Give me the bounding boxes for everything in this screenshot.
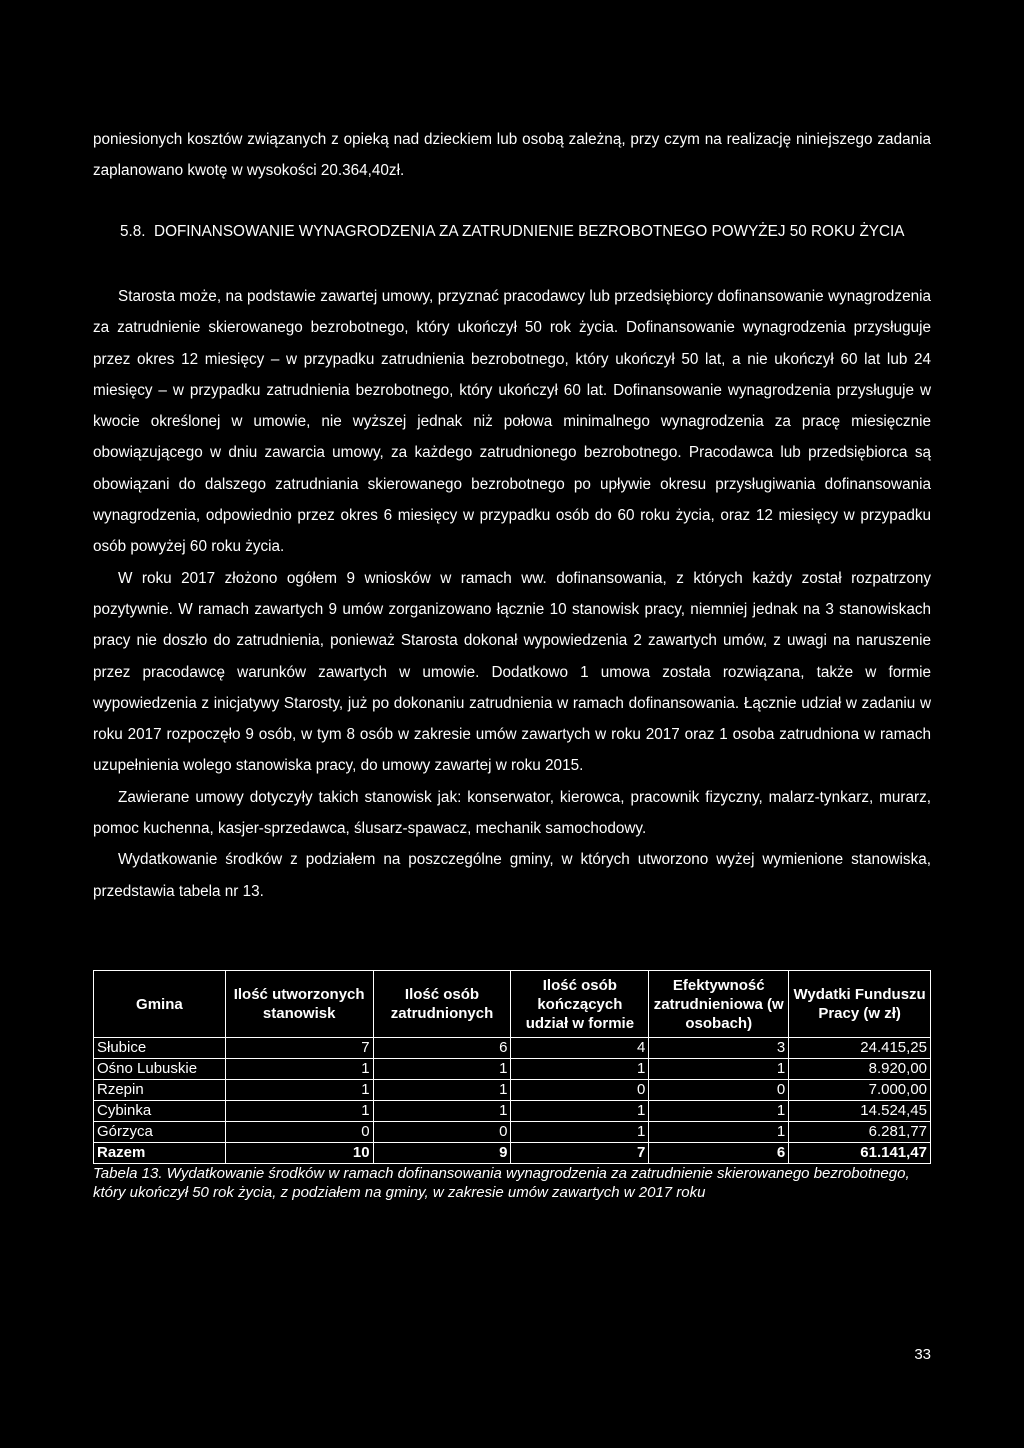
table-cell: Górzyca: [94, 1122, 226, 1143]
table-cell: 61.141,47: [789, 1143, 931, 1164]
table-cell: 7: [511, 1143, 649, 1164]
paragraph: Zawierane umowy dotyczyły takich stanowisk jak: konserwator, kierowca, pracownik fizyczny, malarz-tynkarz, murarz, pomoc kuchenna, kasjer-sprzedawca, ślusarz-spawacz, mechanik samochodowy.: [93, 788, 931, 838]
page-number: 33: [914, 1346, 931, 1363]
table-cell: 1: [511, 1059, 649, 1080]
table-cell: 1: [225, 1080, 373, 1101]
section-body: [93, 281, 931, 907]
table-cell: 1: [373, 1101, 511, 1122]
table-cell: 7.000,00: [789, 1080, 931, 1101]
column-header: Ilość osób zatrudnionych: [373, 971, 511, 1038]
paragraph: Wydatkowanie środków z podziałem na poszczególne gminy, w których utworzono wyżej wymienione stanowiska, przedstawia tabela nr 13.: [93, 851, 931, 900]
table-row: [94, 1038, 931, 1059]
table-cell: 1: [373, 1059, 511, 1080]
table-cell: 1: [225, 1059, 373, 1080]
section-heading: [120, 220, 931, 244]
table-cell: 1: [225, 1101, 373, 1122]
table-cell: 0: [373, 1122, 511, 1143]
table-cell: 8.920,00: [789, 1059, 931, 1080]
table-cell: 1: [373, 1080, 511, 1101]
column-header: Efektywność zatrudnieniowa (w osobach): [649, 971, 789, 1038]
column-header: Wydatki Funduszu Pracy (w zł): [789, 971, 931, 1038]
table-cell: 1: [511, 1101, 649, 1122]
table-cell: 6: [649, 1143, 789, 1164]
table-cell: 14.524,45: [789, 1101, 931, 1122]
paragraph: Starosta może, na podstawie zawartej umowy, przyznać pracodawcy lub przedsiębiorcy dofinansowanie wynagrodzenia za zatrudnienie skierowanego bezrobotnego, który ukończył 50 rok życia. Dofinansowanie wynagrodzenia przysługuje przez okres 12 miesięcy – w przypadku zatrudnienia bezrobotnego, który ukończył 50 lat, a nie ukończył 60 lat lub 24 miesięcy – w przypadku zatrudnienia bezrobotnego, który ukończył 60 lat. Dofinansowanie wynagrodzenia przysługuje w kwocie określonej w umowie, nie wyższej jednak niż połowa minimalnego wynagrodzenia za pracę miesięcznie obowiązującego w dniu zawarcia umowy, za każdego zatrudnionego bezrobotnego. Pracodawca lub przedsiębiorca są obowiązani do dalszego zatrudniania skierowanego bezrobotnego po upływie okresu przysługiwania dofinansowania wynagrodzenia, odpowiednio przez okres 6 miesięcy w przypadku osób do 60 roku życia, oraz 12 miesięcy w przypadku osób powyżej 60 roku życia.: [93, 288, 931, 556]
section-number: 5.8.: [120, 223, 146, 240]
column-header: Gmina: [94, 971, 226, 1038]
table-cell: 0: [511, 1080, 649, 1101]
table-cell: 6.281,77: [789, 1122, 931, 1143]
column-header: Ilość osób kończących udział w formie: [511, 971, 649, 1038]
table-cell: 1: [649, 1101, 789, 1122]
column-header: Ilość utworzonych stanowisk: [225, 971, 373, 1038]
table-caption: Tabela 13. Wydatkowanie środków w ramach dofinansowania wynagrodzenia za zatrudnienie skierowanego bezrobotnego, który ukończył 50 rok życia, z podziałem na gminy, w zakresie umów zawartych w 2017 roku: [93, 1165, 910, 1201]
table-row: [94, 1101, 931, 1122]
table-cell: 7: [225, 1038, 373, 1059]
table-cell: 4: [511, 1038, 649, 1059]
table-cell: 1: [511, 1122, 649, 1143]
table-cell: 6: [373, 1038, 511, 1059]
table-cell: Cybinka: [94, 1101, 226, 1122]
table-total-row: [94, 1143, 931, 1164]
table-cell: Ośno Lubuskie: [94, 1059, 226, 1080]
paragraph: W roku 2017 złożono ogółem 9 wniosków w ramach ww. dofinansowania, z których każdy został rozpatrzony pozytywnie. W ramach zawartych 9 umów zorganizowano łącznie 10 stanowisk pracy, niemniej jednak na 3 stanowiskach pracy nie doszło do zatrudnienia, ponieważ Starosta dokonał wypowiedzenia 2 zawartych umów, z uwagi na naruszenie przez pracodawcę warunków zawartych w umowie. Dodatkowo 1 umowa została rozwiązana, także w formie wypowiedzenia z inicjatywy Starosty, już po dokonaniu zatrudnienia w ramach dofinansowania. Łącznie udział w zadaniu w roku 2017 rozpoczęło 9 osób, w tym 8 osób w zakresie umów zawartych w roku 2017 oraz 1 osoba zatrudniona w ramach uzupełnienia wolego stanowiska pracy, do umowy zawartej w roku 2015.: [93, 569, 931, 775]
table-header-row: [94, 971, 931, 1038]
table-cell: 0: [225, 1122, 373, 1143]
table-cell: 0: [649, 1080, 789, 1101]
table-cell: 10: [225, 1143, 373, 1164]
table-row: [94, 1122, 931, 1143]
table-cell: 24.415,25: [789, 1038, 931, 1059]
data-table: [93, 970, 931, 1164]
intro-paragraph: poniesionych kosztów związanych z opieką nad dzieckiem lub osobą zależną, przy czym na realizację niniejszego zadania zaplanowano kwotę w wysokości 20.364,40zł.: [93, 131, 931, 179]
table-cell: 9: [373, 1143, 511, 1164]
table-cell: 1: [649, 1059, 789, 1080]
table-cell: Razem: [94, 1143, 226, 1164]
table-cell: 3: [649, 1038, 789, 1059]
table-row: [94, 1059, 931, 1080]
table-cell: 1: [649, 1122, 789, 1143]
table-cell: Słubice: [94, 1038, 226, 1059]
section-title: DOFINANSOWANIE WYNAGRODZENIA ZA ZATRUDNIENIE BEZROBOTNEGO POWYŻEJ 50 ROKU ŻYCIA: [154, 223, 905, 240]
table-cell: Rzepin: [94, 1080, 226, 1101]
table-row: [94, 1080, 931, 1101]
